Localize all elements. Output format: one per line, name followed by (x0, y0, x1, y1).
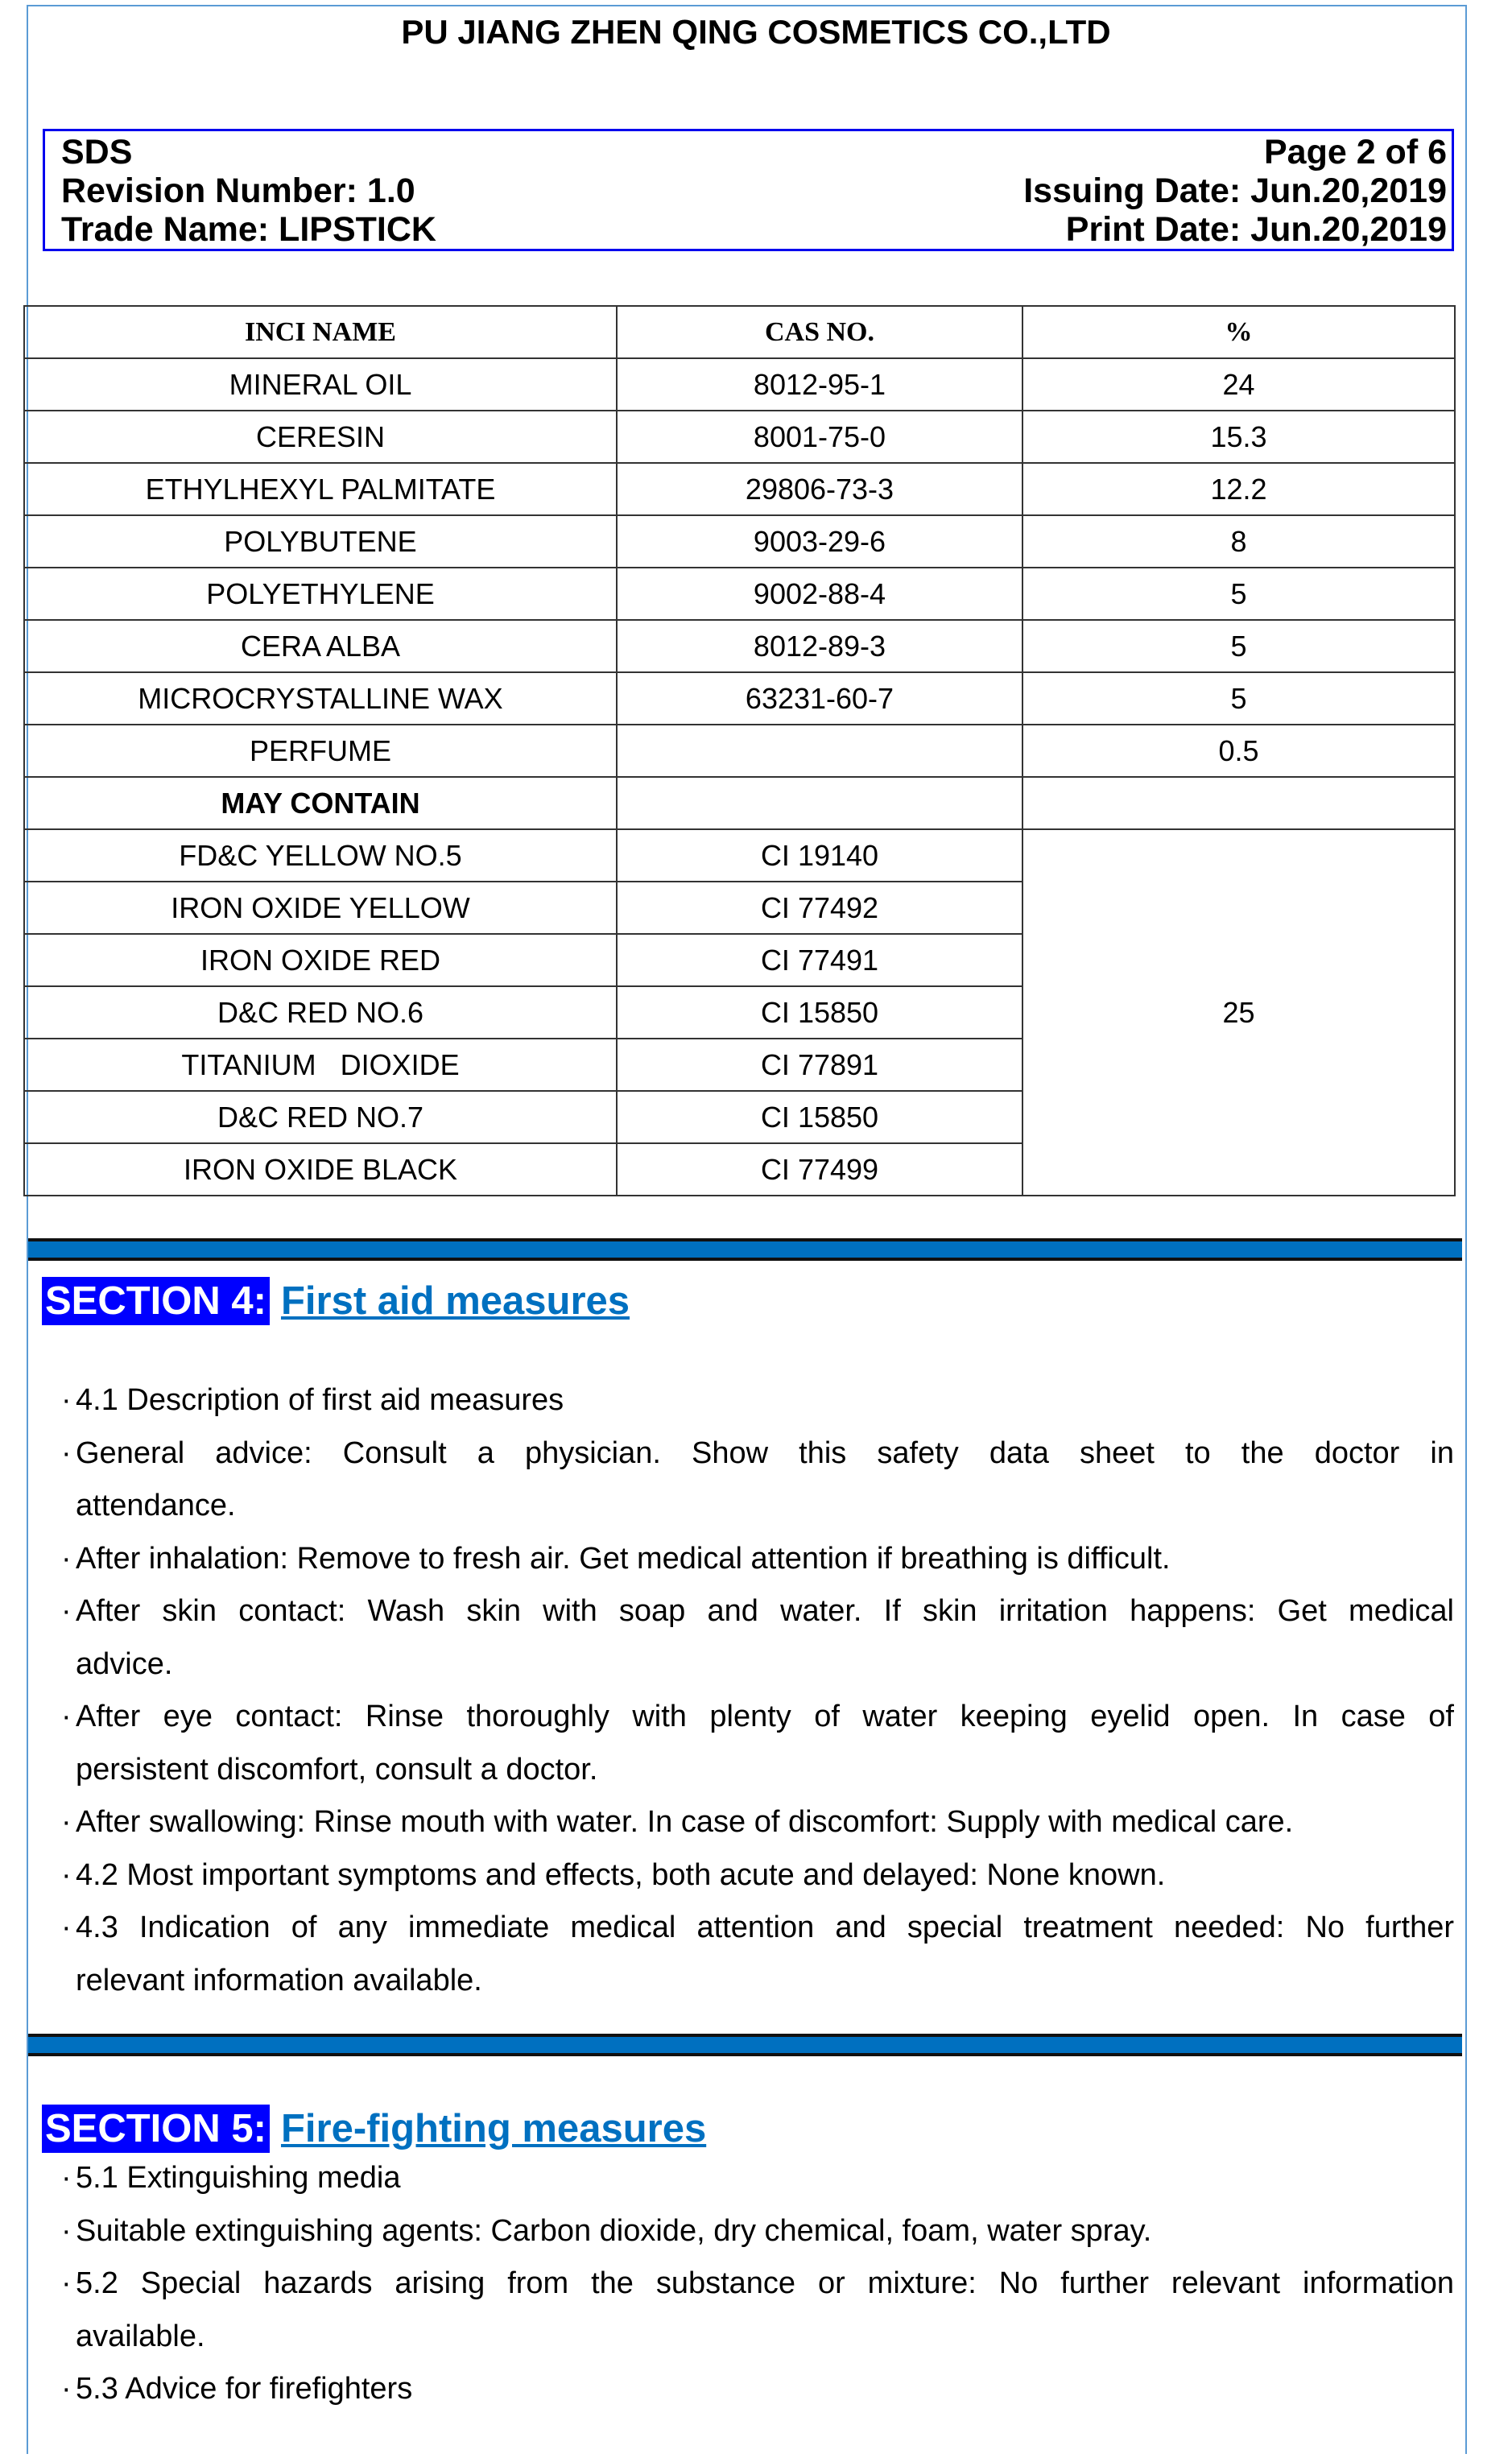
table-cell: IRON OXIDE BLACK (24, 1143, 617, 1196)
column-header-cas-no: CAS NO. (617, 306, 1022, 358)
bullet-icon: · (61, 2161, 72, 2195)
section-5-number: SECTION 5: (42, 2105, 270, 2153)
list-item-text: 4.1 Description of first aid measures (76, 1383, 564, 1417)
list-item (61, 2258, 1454, 2363)
table-cell: ETHYLHEXYL PALMITATE (24, 463, 617, 515)
table-cell: IRON OXIDE RED (24, 934, 617, 986)
table-cell: 8012-95-1 (617, 358, 1022, 411)
list-item (61, 2152, 1454, 2205)
column-header-percent: % (1022, 306, 1455, 358)
empty-cell (617, 777, 1022, 829)
table-cell: 8001-75-0 (617, 411, 1022, 463)
table-cell: POLYBUTENE (24, 515, 617, 568)
bullet-icon: · (61, 2372, 72, 2406)
table-cell: CI 15850 (617, 986, 1022, 1039)
table-cell: 0.5 (1022, 725, 1455, 777)
table-cell: FD&C YELLOW NO.5 (24, 829, 617, 882)
table-cell: 5 (1022, 672, 1455, 725)
list-item (61, 1374, 1454, 1427)
section-divider-bar (28, 1238, 1462, 1261)
page-number: Page 2 of 6 (1263, 133, 1447, 171)
table-cell: CI 15850 (617, 1091, 1022, 1143)
list-item-text: 5.3 Advice for firefighters (76, 2372, 413, 2406)
list-item-text: 4.3 Indication of any immediate medical attention and special treatment needed: No further (76, 1911, 1454, 1944)
table-cell: 63231-60-7 (617, 672, 1022, 725)
table-row (24, 515, 1455, 568)
list-item-text: After swallowing: Rinse mouth with water. In case of discomfort: Supply with medical care. (76, 1805, 1294, 1839)
table-row (24, 568, 1455, 620)
table-cell: CERA ALBA (24, 620, 617, 672)
may-contain-row (24, 777, 1455, 829)
list-item (61, 2363, 1454, 2416)
list-item-text: persistent discomfort, consult a doctor. (76, 1752, 598, 1787)
issuing-date: Issuing Date: Jun.20,2019 (1023, 171, 1447, 210)
table-cell: IRON OXIDE YELLOW (24, 882, 617, 934)
table-cell: TITANIUM DIOXIDE (24, 1039, 617, 1091)
table-row (24, 725, 1455, 777)
trade-name: Trade Name: LIPSTICK (61, 210, 436, 249)
table-cell: PERFUME (24, 725, 617, 777)
table-cell: CI 77891 (617, 1039, 1022, 1091)
bullet-icon: · (61, 1700, 72, 1733)
table-cell: 15.3 (1022, 411, 1455, 463)
table-cell: 12.2 (1022, 463, 1455, 515)
list-item-text: 4.2 Most important symptoms and effects, both acute and delayed: None known. (76, 1857, 1166, 1892)
may-contain-label: MAY CONTAIN (24, 777, 617, 829)
table-cell: 5 (1022, 568, 1455, 620)
table-row (24, 411, 1455, 463)
list-item-text: Suitable extinguishing agents: Carbon dioxide, dry chemical, foam, water spray. (76, 2213, 1152, 2248)
list-item (61, 1849, 1454, 1902)
table-cell: MICROCRYSTALLINE WAX (24, 672, 617, 725)
table-cell: 29806-73-3 (617, 463, 1022, 515)
list-item-text: advice. (76, 1646, 173, 1681)
table-cell: 8012-89-3 (617, 620, 1022, 672)
section-4-title: First aid measures (280, 1279, 630, 1323)
document-header-box (43, 129, 1454, 251)
list-item (61, 1691, 1454, 1796)
table-cell: 9003-29-6 (617, 515, 1022, 568)
table-cell: 8 (1022, 515, 1455, 568)
list-item (61, 1533, 1454, 1586)
table-header-row (24, 306, 1455, 358)
table-cell: CERESIN (24, 411, 617, 463)
table-row (24, 358, 1455, 411)
list-item (61, 1796, 1454, 1849)
bullet-icon: · (61, 1911, 72, 1944)
section-4-content (61, 1374, 1454, 2007)
list-item-text: General advice: Consult a physician. Show this safety data sheet to the doctor in (76, 1436, 1454, 1470)
bullet-icon: · (61, 1857, 72, 1892)
section-5-content (61, 2152, 1454, 2416)
list-item-text: 5.1 Extinguishing media (76, 2161, 401, 2195)
table-cell: MINERAL OIL (24, 358, 617, 411)
list-item-text: After eye contact: Rinse thoroughly with plenty of water keeping eyelid open. In case of (76, 1700, 1454, 1733)
table-row (24, 463, 1455, 515)
may-contain-percent: 25 (1022, 829, 1455, 1196)
section-divider-bar (28, 2034, 1462, 2056)
bullet-icon: · (61, 1594, 72, 1628)
table-cell: CI 77499 (617, 1143, 1022, 1196)
list-item-text: After inhalation: Remove to fresh air. Get medical attention if breathing is difficult. (76, 1541, 1171, 1576)
bullet-icon: · (61, 2266, 72, 2300)
table-cell: 9002-88-4 (617, 568, 1022, 620)
table-cell: D&C RED NO.7 (24, 1091, 617, 1143)
print-date: Print Date: Jun.20,2019 (1065, 210, 1447, 249)
table-cell: 5 (1022, 620, 1455, 672)
composition-table (23, 305, 1456, 1196)
bullet-icon: · (61, 1383, 72, 1417)
list-item (61, 1427, 1454, 1533)
list-item (61, 2205, 1454, 2258)
section-4-heading (42, 1277, 630, 1325)
column-header-inci-name: INCI NAME (24, 306, 617, 358)
section-5-title: Fire-fighting measures (280, 2107, 707, 2150)
table-cell: POLYETHYLENE (24, 568, 617, 620)
doc-type: SDS (61, 133, 133, 171)
table-cell: CI 77491 (617, 934, 1022, 986)
list-item-text: attendance. (76, 1489, 236, 1522)
bullet-icon: · (61, 1436, 72, 1470)
list-item-text: available. (76, 2319, 205, 2353)
section-4-number: SECTION 4: (42, 1277, 270, 1325)
table-row (24, 620, 1455, 672)
table-cell: CI 77492 (617, 882, 1022, 934)
list-item-text: After skin contact: Wash skin with soap and water. If skin irritation happens: Get medical (76, 1594, 1454, 1628)
section-5-heading (42, 2105, 706, 2153)
empty-cell (1022, 777, 1455, 829)
list-item (61, 1902, 1454, 2007)
list-item (61, 1585, 1454, 1691)
table-cell: D&C RED NO.6 (24, 986, 617, 1039)
table-row (24, 672, 1455, 725)
table-cell (617, 725, 1022, 777)
table-row (24, 829, 1455, 882)
table-cell: CI 19140 (617, 829, 1022, 882)
revision-number: Revision Number: 1.0 (61, 171, 415, 210)
table-cell: 24 (1022, 358, 1455, 411)
bullet-icon: · (61, 1541, 72, 1576)
company-name: PU JIANG ZHEN QING COSMETICS CO.,LTD (401, 13, 1111, 51)
bullet-icon: · (61, 1805, 72, 1839)
list-item-text: relevant information available. (76, 1963, 482, 1997)
bullet-icon: · (61, 2213, 72, 2248)
list-item-text: 5.2 Special hazards arising from the substance or mixture: No further relevant information (76, 2266, 1454, 2300)
